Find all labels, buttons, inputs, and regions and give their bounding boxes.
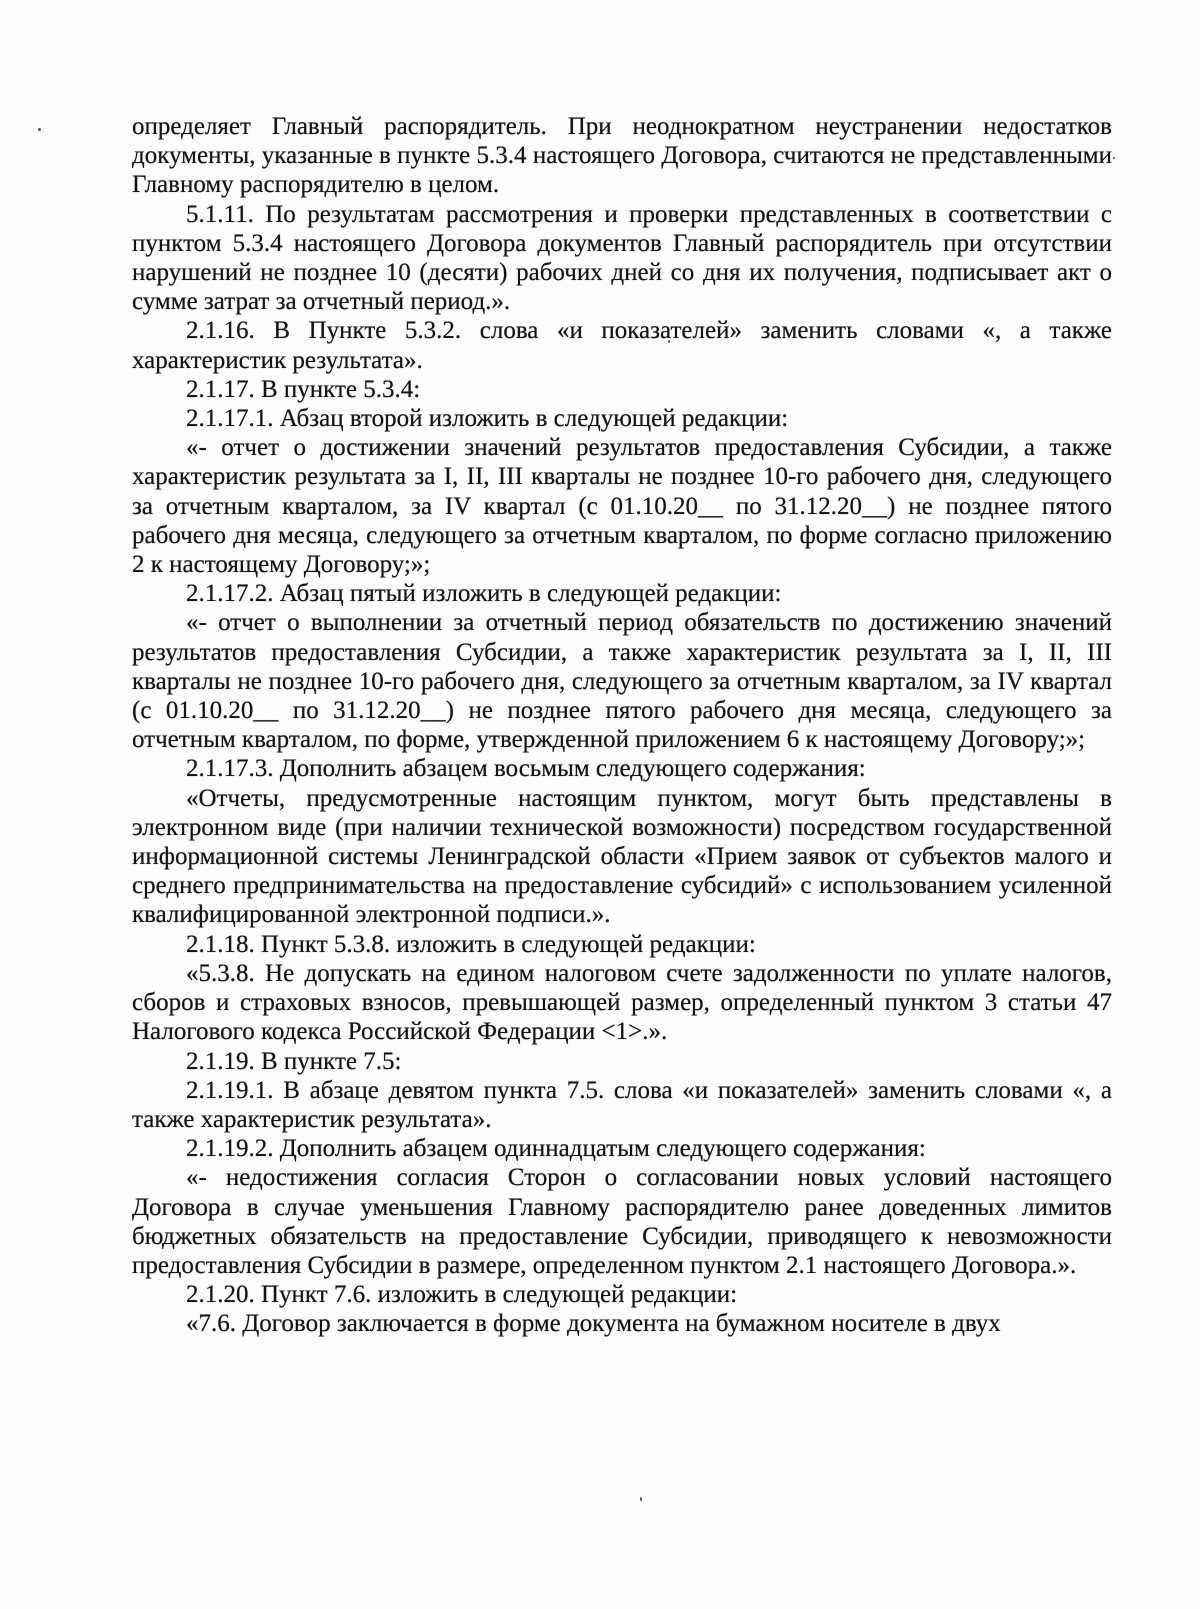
paragraph: 2.1.17.1. Абзац второй изложить в следующей редакции: bbox=[186, 405, 789, 433]
scan-speck bbox=[38, 128, 41, 131]
paragraph: 2.1.19.1. В абзаце девятом пункта 7.5. слова «и показателей» заменить словами «, а также характеристик результата». bbox=[132, 1076, 1112, 1133]
paragraph: 2.1.19. В пункте 7.5: bbox=[186, 1047, 402, 1075]
scan-speck bbox=[1113, 157, 1115, 159]
paragraph: «- отчет о достижении значений результатов предоставления Субсидии, а также характеристик результата за I, II, III кварталы не позднее 10-го рабочего дня, следующего за отчетным кварталом, за IV квартал (с 01.10.20__ по 31.12.20__) не позднее пятого рабочего дня месяца, следующего за отчетным кварталом, по форме согласно приложению 2 к настоящему Договору;»; bbox=[132, 434, 1112, 579]
paragraph: «Отчеты, предусмотренные настоящим пунктом, могут быть представлены в электронном виде (при наличии технической возможности) посредством государственной информационной системы Ленинградской области «Прием заявок от субъектов малого и среднего предпринимательства на предоставление субсидий» с использованием усиленной квалифицированной электронной подписи.». bbox=[132, 784, 1112, 929]
paragraph: «7.6. Договор заключается в форме документа на бумажном носителе в двух bbox=[186, 1310, 1001, 1338]
paragraph: 2.1.17.3. Дополнить абзацем восьмым следующего содержания: bbox=[186, 755, 866, 783]
paragraph: «- отчет о выполнении за отчетный период обязательств по достижению значений результатов предоставления Субсидии, а также характеристик результата за I, II, III кварталы не позднее 10-го рабочего дня, следующего за отчетным кварталом, за IV квартал (с 01.10.20__ по 31.12.20__) не позднее пятого рабочего дня месяца, следующего за отчетным кварталом, по форме, утвержденной приложением 6 к настоящему Договору;»; bbox=[132, 609, 1112, 754]
paragraph: 5.1.11. По результатам рассмотрения и проверки представленных в соответствии с пунктом 5.3.4 настоящего Договора документов Главный распорядитель при отсутствии нарушений не позднее 10 (десяти) рабочих дней со дня их получения, подписывает акт о сумме затрат за отчетный период.». bbox=[132, 200, 1112, 316]
paragraph: «5.3.8. Не допускать на едином налоговом счете задолженности по уплате налогов, сборов и страховых взносов, превышающей размер, определенный пунктом 3 статьи 47 Налогового кодекса Российской Федерации <1>.». bbox=[132, 959, 1112, 1046]
document-body bbox=[132, 112, 1112, 1339]
paragraph: 2.1.17. В пункте 5.3.4: bbox=[186, 375, 421, 403]
scan-speck bbox=[640, 1497, 642, 1501]
paragraph: определяет Главный распорядитель. При неоднократном неустранении недостатков документы, указанные в пункте 5.3.4 настоящего Договора, считаются не представленными Главному распорядителю в целом. bbox=[132, 113, 1112, 199]
paragraph: 2.1.16. В Пункте 5.3.2. слова «и показателей» заменить словами «, а также характеристик результата». bbox=[132, 317, 1112, 374]
paragraph: 2.1.19.2. Дополнить абзацем одиннадцатым следующего содержания: bbox=[186, 1135, 926, 1163]
paragraph: 2.1.17.2. Абзац пятый изложить в следующей редакции: bbox=[186, 580, 782, 608]
paragraph: 2.1.18. Пункт 5.3.8. изложить в следующей редакции: bbox=[186, 930, 756, 958]
paragraph: «- недостижения согласия Сторон о согласовании новых условий настоящего Договора в случае уменьшения Главному распорядителю ранее доведенных лимитов бюджетных обязательств на предоставление Субсидии, приводящего к невозможности предоставления Субсидии в размере, определенном пунктом 2.1 настоящего Договора.». bbox=[132, 1164, 1112, 1279]
paragraph: 2.1.20. Пункт 7.6. изложить в следующей редакции: bbox=[186, 1281, 738, 1309]
